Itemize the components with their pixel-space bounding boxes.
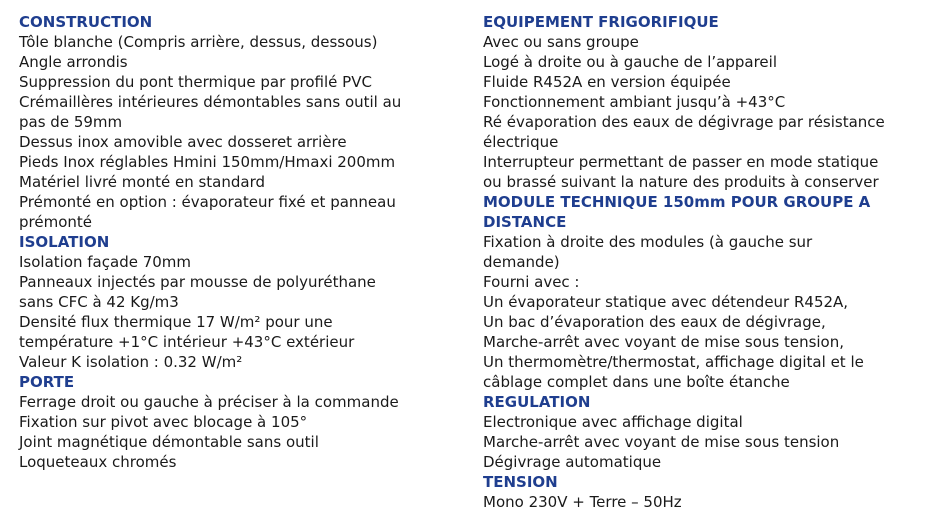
spec-line: Fixation à droite des modules (à gauche sur: [483, 233, 813, 251]
section-module-technique: [483, 192, 923, 392]
spec-line: Loqueteaux chromés: [19, 453, 177, 471]
spec-line: Un évaporateur statique avec détendeur R452A,: [483, 293, 849, 311]
section-heading: REGULATION: [483, 393, 591, 411]
spec-line: Densité flux thermique 17 W/m² pour une: [19, 313, 333, 331]
spec-line: sans CFC à 42 Kg/m3: [19, 293, 179, 311]
spec-line: Fonctionnement ambiant jusqu’à +43°C: [483, 93, 786, 111]
section-heading: DISTANCE: [483, 213, 567, 231]
spec-line: ou brassé suivant la nature des produits à conserver: [483, 173, 879, 191]
spec-line: Pieds Inox réglables Hmini 150mm/Hmaxi 200mm: [19, 153, 396, 171]
spec-line: Ré évaporation des eaux de dégivrage par résistance: [483, 113, 885, 131]
spec-line: Dessus inox amovible avec dosseret arrière: [19, 133, 347, 151]
spec-line: Joint magnétique démontable sans outil: [19, 433, 319, 451]
spec-line: Crémaillères intérieures démontables sans outil au: [19, 93, 402, 111]
section-isolation: [19, 232, 449, 372]
section-heading: EQUIPEMENT FRIGORIFIQUE: [483, 13, 719, 31]
spec-line: Electronique avec affichage digital: [483, 413, 743, 431]
spec-line: Isolation façade 70mm: [19, 253, 192, 271]
spec-line: Mono 230V + Terre – 50Hz: [483, 493, 682, 511]
spec-line: électrique: [483, 133, 559, 151]
spec-line: Valeur K isolation : 0.32 W/m²: [19, 353, 243, 371]
spec-line: Matériel livré monté en standard: [19, 173, 265, 191]
spec-line: Un thermomètre/thermostat, affichage digital et le: [483, 353, 864, 371]
section-heading: TENSION: [483, 473, 558, 491]
spec-line: Tôle blanche (Compris arrière, dessus, dessous): [19, 33, 378, 51]
left-column: [19, 12, 449, 472]
section-tension: [483, 472, 923, 512]
spec-line: câblage complet dans une boîte étanche: [483, 373, 790, 391]
spec-line: pas de 59mm: [19, 113, 123, 131]
spec-line: Fluide R452A en version équipée: [483, 73, 731, 91]
section-heading: MODULE TECHNIQUE 150mm POUR GROUPE A: [483, 193, 871, 211]
section-regulation: [483, 392, 923, 472]
spec-line: Ferrage droit ou gauche à préciser à la commande: [19, 393, 399, 411]
spec-line: Suppression du pont thermique par profilé PVC: [19, 73, 372, 91]
section-construction: [19, 12, 449, 232]
section-heading: ISOLATION: [19, 233, 110, 251]
spec-line: Marche-arrêt avec voyant de mise sous tension,: [483, 333, 845, 351]
spec-line: Fourni avec :: [483, 273, 580, 291]
spec-line: Interrupteur permettant de passer en mode statique: [483, 153, 879, 171]
spec-line: Dégivrage automatique: [483, 453, 662, 471]
spec-line: Angle arrondis: [19, 53, 128, 71]
section-equipement-frigorifique: [483, 12, 923, 192]
spec-line: demande): [483, 253, 560, 271]
spec-line: Un bac d’évaporation des eaux de dégivrage,: [483, 313, 826, 331]
spec-line: Avec ou sans groupe: [483, 33, 639, 51]
spec-line: Fixation sur pivot avec blocage à 105°: [19, 413, 308, 431]
spec-line: Panneaux injectés par mousse de polyuréthane: [19, 273, 376, 291]
spec-line: température +1°C intérieur +43°C extérieur: [19, 333, 355, 351]
spec-line: prémonté: [19, 213, 92, 231]
right-column: [483, 12, 923, 512]
spec-line: Logé à droite ou à gauche de l’appareil: [483, 53, 777, 71]
section-porte: [19, 372, 449, 472]
spec-line: Prémonté en option : évaporateur fixé et panneau: [19, 193, 396, 211]
section-heading: CONSTRUCTION: [19, 13, 153, 31]
spec-line: Marche-arrêt avec voyant de mise sous tension: [483, 433, 840, 451]
section-heading: PORTE: [19, 373, 75, 391]
